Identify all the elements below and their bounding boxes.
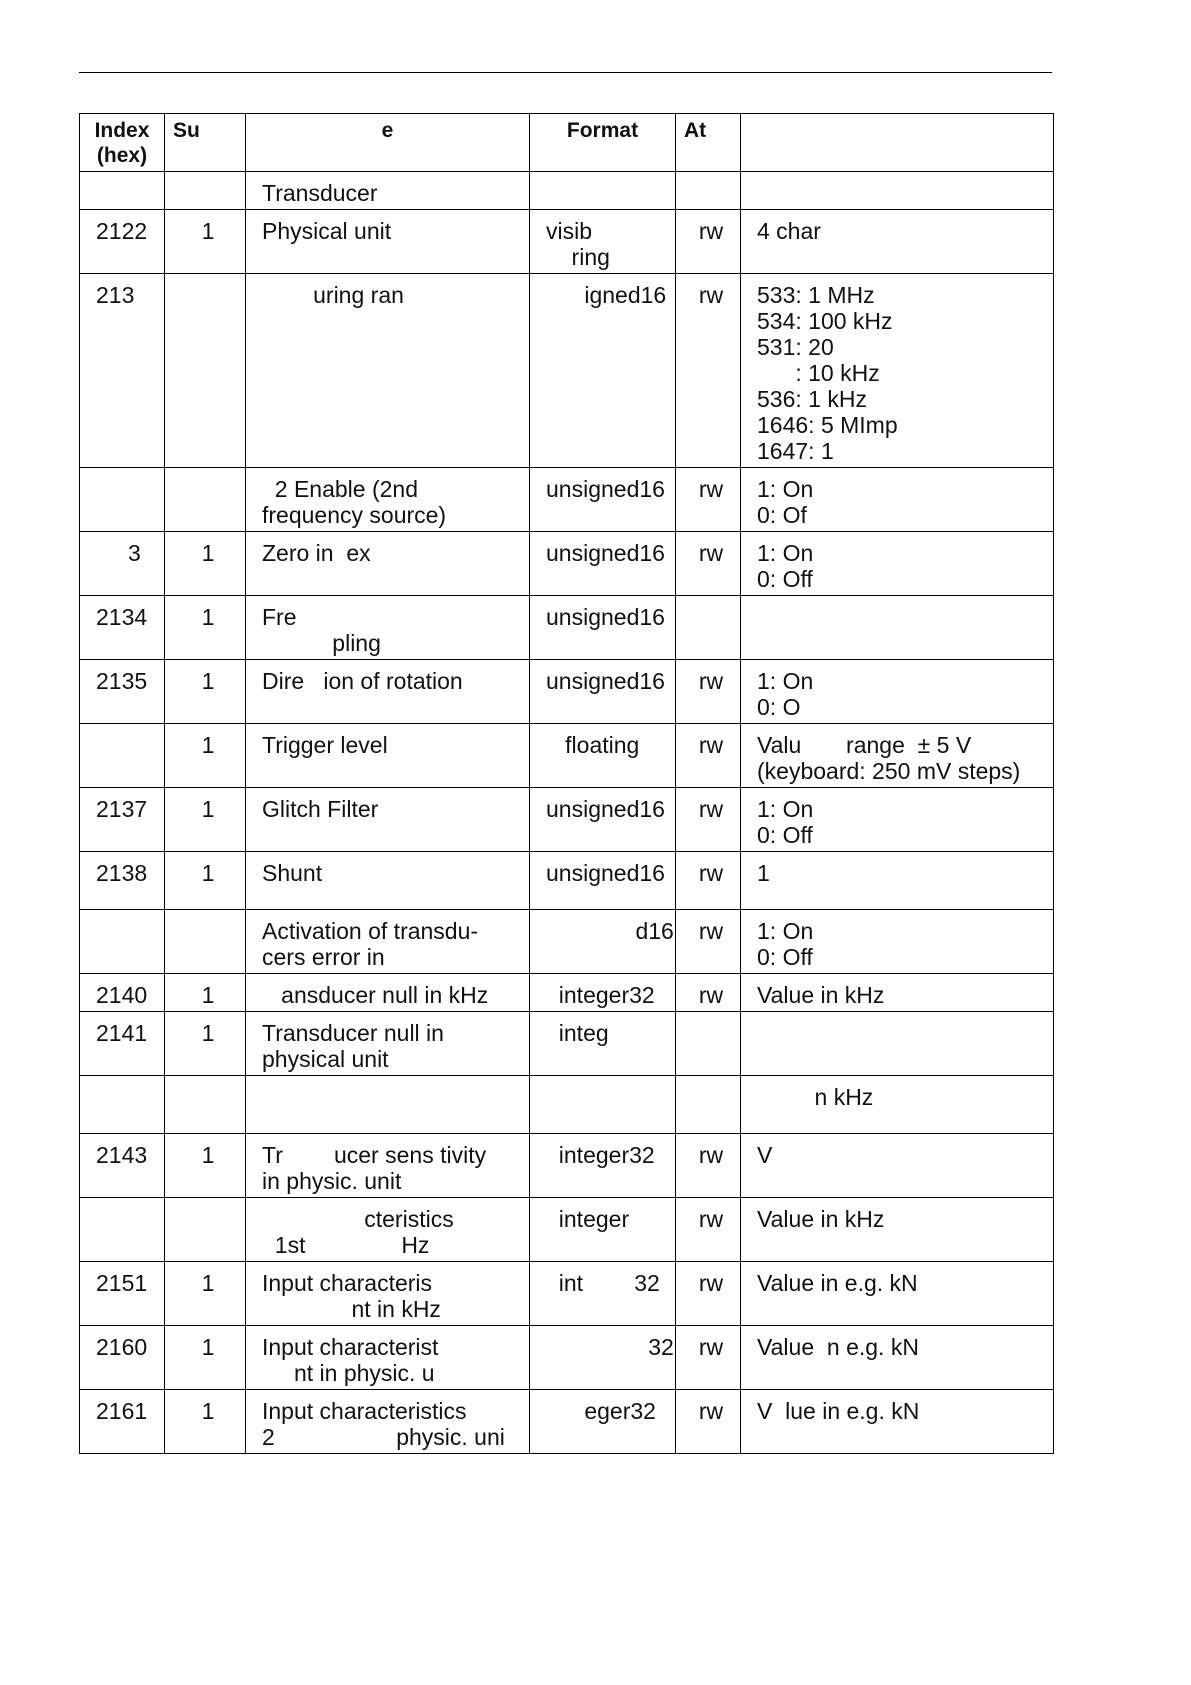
- cell-notes: V lue in e.g. kN: [741, 1390, 1054, 1454]
- cell-attribute: rw: [676, 532, 741, 596]
- cell-name: Glitch Filter: [246, 788, 530, 852]
- table-row: [80, 468, 1054, 532]
- cell-notes: 1: On 0: Off: [741, 532, 1054, 596]
- cell-notes: 533: 1 MHz 534: 100 kHz 531: 20 : 10 kHz 536: 1 kHz 1646: 5 MImp 1647: 1: [741, 274, 1054, 468]
- table-row: [80, 1198, 1054, 1262]
- cell-index: 3: [80, 532, 165, 596]
- cell-index: [80, 468, 165, 532]
- cell-notes: 4 char: [741, 210, 1054, 274]
- cell-attribute: rw: [676, 852, 741, 910]
- cell-notes: [741, 1012, 1054, 1076]
- cell-attribute: rw: [676, 1326, 741, 1390]
- cell-index: [80, 1198, 165, 1262]
- table-row: [80, 596, 1054, 660]
- cell-notes: 1: On 0: Off: [741, 788, 1054, 852]
- cell-subindex: 1: [165, 1262, 246, 1326]
- cell-subindex: 1: [165, 1326, 246, 1390]
- cell-notes: [741, 596, 1054, 660]
- cell-name: Input characterist nt in physic. u: [246, 1326, 530, 1390]
- cell-name: ansducer null in kHz: [246, 974, 530, 1012]
- cell-attribute: rw: [676, 724, 741, 788]
- table-row: [80, 1390, 1054, 1454]
- table-header-row: [80, 114, 1054, 172]
- cell-name: Fre pling: [246, 596, 530, 660]
- table-row: [80, 724, 1054, 788]
- table-row: [80, 1262, 1054, 1326]
- cell-notes: 1: On 0: Of: [741, 468, 1054, 532]
- cell-notes: Valu range ± 5 V (keyboard: 250 mV steps): [741, 724, 1054, 788]
- cell-name: Tr ucer sens tivity in physic. unit: [246, 1134, 530, 1198]
- cell-subindex: 1: [165, 788, 246, 852]
- cell-notes: Value in kHz: [741, 974, 1054, 1012]
- cell-subindex: 1: [165, 210, 246, 274]
- cell-index: 2122: [80, 210, 165, 274]
- cell-format: eger32: [530, 1390, 676, 1454]
- cell-attribute: rw: [676, 788, 741, 852]
- cell-name: Zero in ex: [246, 532, 530, 596]
- cell-format: d16: [530, 910, 676, 974]
- table-row: [80, 974, 1054, 1012]
- cell-name: Input characteristics 2 physic. uni: [246, 1390, 530, 1454]
- cell-subindex: [165, 1198, 246, 1262]
- cell-format: igned16: [530, 274, 676, 468]
- cell-index: 213: [80, 274, 165, 468]
- cell-notes: 1: [741, 852, 1054, 910]
- table-row: [80, 274, 1054, 468]
- cell-index: [80, 172, 165, 210]
- cell-index: 2138: [80, 852, 165, 910]
- cell-notes: V: [741, 1134, 1054, 1198]
- table-row: [80, 852, 1054, 910]
- cell-format: [530, 172, 676, 210]
- cell-index: [80, 724, 165, 788]
- top-rule: [79, 72, 1052, 73]
- cell-subindex: 1: [165, 1012, 246, 1076]
- cell-subindex: 1: [165, 1390, 246, 1454]
- cell-attribute: rw: [676, 210, 741, 274]
- cell-name: Transducer null in physical unit: [246, 1012, 530, 1076]
- section-row: [80, 172, 1054, 210]
- header-notes: [741, 114, 1054, 172]
- cell-attribute: rw: [676, 1134, 741, 1198]
- cell-attribute: rw: [676, 1262, 741, 1326]
- cell-format: unsigned16: [530, 532, 676, 596]
- cell-name: Dire ion of rotation: [246, 660, 530, 724]
- cell-format: integ: [530, 1012, 676, 1076]
- cell-subindex: 1: [165, 974, 246, 1012]
- table-row: [80, 532, 1054, 596]
- cell-subindex: [165, 274, 246, 468]
- cell-format: unsigned16: [530, 788, 676, 852]
- cell-name: uring ran: [246, 274, 530, 468]
- cell-name: Trigger level: [246, 724, 530, 788]
- cell-format: [530, 1076, 676, 1134]
- cell-format: unsigned16: [530, 660, 676, 724]
- cell-subindex: 1: [165, 596, 246, 660]
- cell-attribute: rw: [676, 910, 741, 974]
- cell-index: 2143: [80, 1134, 165, 1198]
- cell-attribute: rw: [676, 974, 741, 1012]
- cell-attribute: rw: [676, 660, 741, 724]
- cell-index: 2160: [80, 1326, 165, 1390]
- cell-notes: [741, 172, 1054, 210]
- table-row: [80, 910, 1054, 974]
- cell-index: 2140: [80, 974, 165, 1012]
- cell-index: 2135: [80, 660, 165, 724]
- cell-name: Shunt: [246, 852, 530, 910]
- cell-subindex: 1: [165, 1134, 246, 1198]
- cell-format: unsigned16: [530, 852, 676, 910]
- table-row: [80, 1012, 1054, 1076]
- cell-subindex: 1: [165, 852, 246, 910]
- cell-index: 2151: [80, 1262, 165, 1326]
- cell-name: [246, 1076, 530, 1134]
- cell-format: int 32: [530, 1262, 676, 1326]
- table-row: [80, 1134, 1054, 1198]
- cell-name: Input characteris nt in kHz: [246, 1262, 530, 1326]
- cell-attribute: rw: [676, 1198, 741, 1262]
- cell-subindex: 1: [165, 532, 246, 596]
- cell-index: [80, 1076, 165, 1134]
- cell-attribute: [676, 1076, 741, 1134]
- cell-subindex: [165, 910, 246, 974]
- cell-index: [80, 910, 165, 974]
- cell-name: Activation of transdu- cers error in: [246, 910, 530, 974]
- cell-notes: 1: On 0: Off: [741, 910, 1054, 974]
- cell-notes: Value in kHz: [741, 1198, 1054, 1262]
- cell-format: integer32: [530, 974, 676, 1012]
- table-row: [80, 1326, 1054, 1390]
- cell-format: unsigned16: [530, 596, 676, 660]
- table-row: [80, 660, 1054, 724]
- cell-name: Transducer: [246, 172, 530, 210]
- cell-subindex: 1: [165, 660, 246, 724]
- cell-attribute: [676, 172, 741, 210]
- cell-index: 2137: [80, 788, 165, 852]
- parameter-table: [79, 113, 1054, 1454]
- cell-attribute: [676, 596, 741, 660]
- table-row: [80, 1076, 1054, 1134]
- cell-name: 2 Enable (2nd frequency source): [246, 468, 530, 532]
- cell-notes: Value in e.g. kN: [741, 1262, 1054, 1326]
- cell-subindex: 1: [165, 724, 246, 788]
- table-row: [80, 788, 1054, 852]
- cell-subindex: [165, 1076, 246, 1134]
- cell-attribute: rw: [676, 468, 741, 532]
- cell-notes: n kHz: [741, 1076, 1054, 1134]
- header-subindex: Su: [165, 114, 246, 172]
- cell-name: Physical unit: [246, 210, 530, 274]
- cell-index: 2161: [80, 1390, 165, 1454]
- header-attribute: At: [676, 114, 741, 172]
- cell-attribute: rw: [676, 1390, 741, 1454]
- cell-notes: 1: On 0: O: [741, 660, 1054, 724]
- cell-attribute: [676, 1012, 741, 1076]
- header-name: e: [246, 114, 530, 172]
- cell-format: visib ring: [530, 210, 676, 274]
- header-format: Format: [530, 114, 676, 172]
- cell-index: 2134: [80, 596, 165, 660]
- cell-subindex: [165, 172, 246, 210]
- header-index: Index (hex): [80, 114, 165, 172]
- cell-format: floating: [530, 724, 676, 788]
- cell-format: integer: [530, 1198, 676, 1262]
- table-row: [80, 210, 1054, 274]
- cell-attribute: rw: [676, 274, 741, 468]
- cell-index: 2141: [80, 1012, 165, 1076]
- cell-subindex: [165, 468, 246, 532]
- cell-format: integer32: [530, 1134, 676, 1198]
- cell-format: unsigned16: [530, 468, 676, 532]
- cell-name: cteristics 1st Hz: [246, 1198, 530, 1262]
- cell-format: 32: [530, 1326, 676, 1390]
- cell-notes: Value n e.g. kN: [741, 1326, 1054, 1390]
